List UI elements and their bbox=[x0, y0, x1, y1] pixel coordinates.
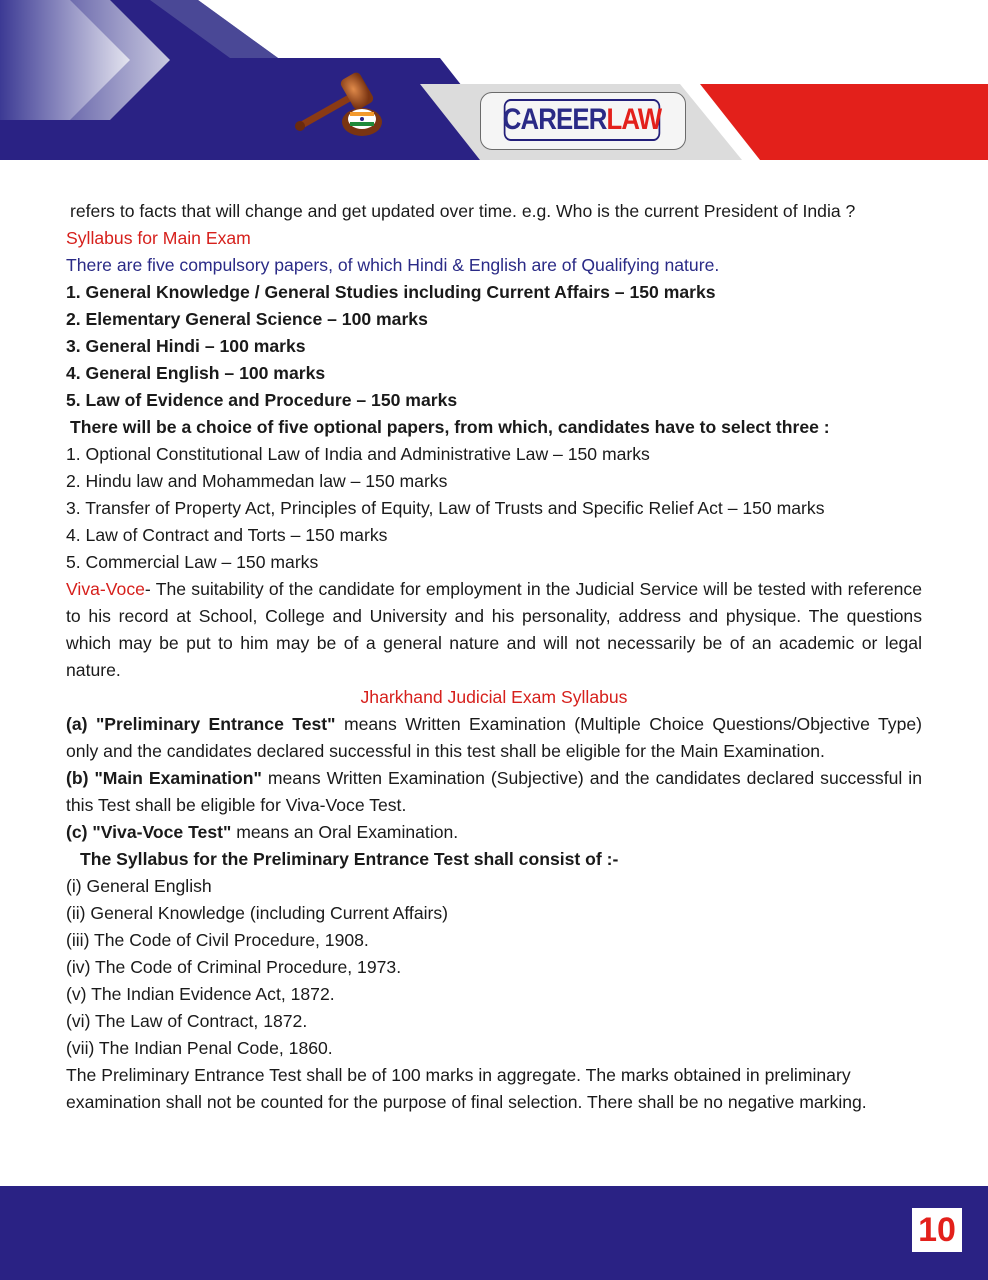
india-flag-emblem-icon bbox=[342, 108, 382, 136]
optional-paper: 3. Transfer of Property Act, Principles of Equity, Law of Trusts and Specific Relief Act – 150 marks bbox=[66, 498, 825, 518]
definition-paragraph bbox=[66, 765, 922, 819]
main-exam-heading: Syllabus for Main Exam bbox=[66, 228, 251, 248]
prelim-heading: The Syllabus for the Preliminary Entrance Test shall consist of :- bbox=[80, 849, 619, 869]
prelim-item: (v) The Indian Evidence Act, 1872. bbox=[66, 984, 335, 1004]
optional-paper: 2. Hindu law and Mohammedan law – 150 marks bbox=[66, 471, 448, 491]
prelim-item: (i) General English bbox=[66, 876, 212, 896]
optional-paper: 4. Law of Contract and Torts – 150 marks bbox=[66, 525, 388, 545]
definition-term: (b) "Main Examination" bbox=[66, 768, 262, 788]
optional-intro: There will be a choice of five optional papers, from which, candidates have to select three : bbox=[70, 417, 830, 437]
prelim-item: (ii) General Knowledge (including Current Affairs) bbox=[66, 903, 449, 923]
intro-line: refers to facts that will change and get updated over time. e.g. Who is the current President of India ? bbox=[70, 201, 856, 221]
definition-text: means Written Examination (Multiple Choice Questions/Objective Type) only and the candidates declared successful in this test shall be eligible for the Main Examination. bbox=[66, 714, 922, 761]
brand-law: LAW bbox=[606, 103, 662, 136]
compulsory-paper: 2. Elementary General Science – 100 marks bbox=[66, 309, 428, 329]
definition-term: (a) "Preliminary Entrance Test" bbox=[66, 714, 336, 734]
brand-career: CAREER bbox=[502, 103, 607, 136]
viva-voce-text: - The suitability of the candidate for employment in the Judicial Service will be tested with reference to his record at School, College and University and his personality, address and physique. The questions which may be put to him may be of a general nature and will not necessarily be of an academic or legal nature. bbox=[66, 579, 922, 680]
page-header bbox=[0, 0, 988, 160]
definition-text: means Written Examination (Subjective) and the candidates declared successful in this Test shall be eligible for Viva-Voce Test. bbox=[66, 768, 923, 815]
definition-paragraph bbox=[66, 711, 922, 765]
compulsory-paper: 1. General Knowledge / General Studies including Current Affairs – 150 marks bbox=[66, 282, 716, 302]
compulsory-paper: 5. Law of Evidence and Procedure – 150 marks bbox=[66, 390, 458, 410]
page-number: 10 bbox=[912, 1208, 962, 1252]
viva-voce-paragraph bbox=[66, 576, 922, 684]
page-footer bbox=[0, 1186, 988, 1280]
optional-paper: 5. Commercial Law – 150 marks bbox=[66, 552, 319, 572]
definition-text: means an Oral Examination. bbox=[231, 822, 459, 842]
page-content bbox=[66, 198, 922, 1116]
viva-voce-label: Viva-Voce bbox=[66, 579, 145, 599]
optional-paper: 1. Optional Constitutional Law of India and Administrative Law – 150 marks bbox=[66, 444, 650, 464]
closing-paragraph: The Preliminary Entrance Test shall be of 100 marks in aggregate. The marks obtained in preliminary examination shall not be counted for the purpose of final selection. There shall be no negative marking. bbox=[66, 1065, 867, 1112]
prelim-item: (iv) The Code of Criminal Procedure, 1973. bbox=[66, 957, 402, 977]
prelim-item: (iii) The Code of Civil Procedure, 1908. bbox=[66, 930, 369, 950]
prelim-item: (vii) The Indian Penal Code, 1860. bbox=[66, 1038, 333, 1058]
definition-term: (c) "Viva-Voce Test" bbox=[66, 822, 232, 842]
main-exam-intro: There are five compulsory papers, of which Hindi & English are of Qualifying nature. bbox=[66, 255, 720, 275]
jharkhand-heading: Jharkhand Judicial Exam Syllabus bbox=[360, 687, 628, 707]
compulsory-paper: 4. General English – 100 marks bbox=[66, 363, 326, 383]
compulsory-paper: 3. General Hindi – 100 marks bbox=[66, 336, 306, 356]
definition-paragraph bbox=[66, 819, 922, 846]
brand-logo bbox=[480, 92, 686, 150]
prelim-item: (vi) The Law of Contract, 1872. bbox=[66, 1011, 308, 1031]
